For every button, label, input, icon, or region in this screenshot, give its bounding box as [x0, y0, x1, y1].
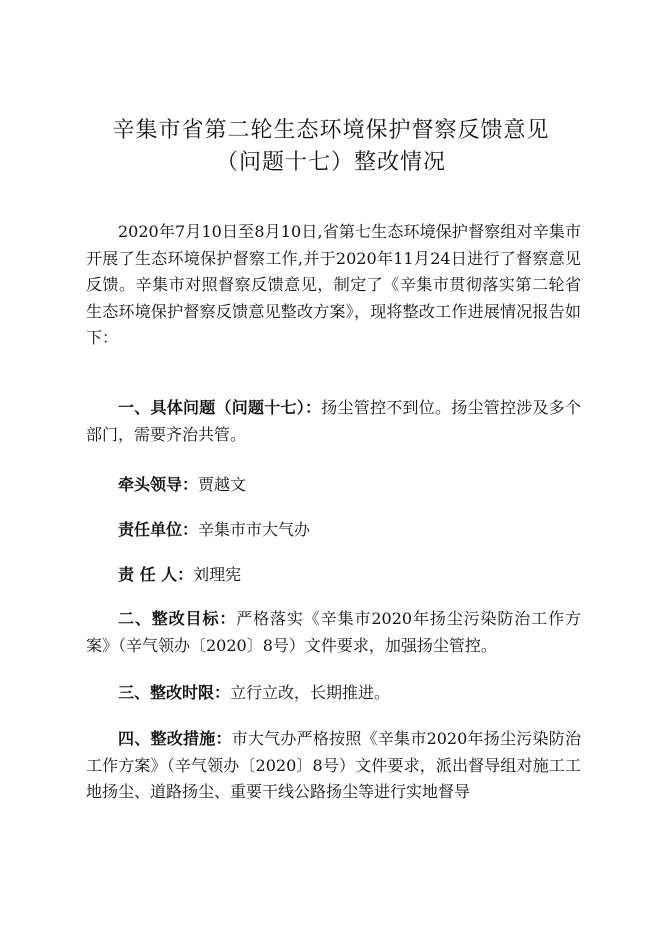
responsible-person-name: 刘理宪: [193, 565, 242, 584]
goal-text: 严格落实《辛集市2020年扬尘污染防治工作方案》（辛气领办〔2020〕8号）文件要求，加强扬尘管控。: [86, 609, 581, 655]
intro-paragraph: 2020年7月10日至8月10日,省第七生态环境保护督察组对辛集市开展了生态环境保护督察工作,并于2020年11月24日进行了督察意见反馈。辛集市对照督察反馈意见，制定了《辛集市贯彻落实第二轮省生态环境保护督察反馈意见整改方案》，现将整改工作进展情况报告如下：: [86, 222, 581, 347]
goal-paragraph: [86, 606, 581, 659]
problem-17-text: 扬尘管控不到位。扬尘管控涉及多个部门，需要齐治共管。: [86, 398, 581, 444]
deadline-label: 三、整改时限：: [118, 683, 231, 702]
measures-label: 四、整改措施：: [118, 729, 232, 748]
deadline-paragraph: [86, 680, 581, 707]
responsible-unit-name: 辛集市市大气办: [198, 520, 311, 539]
responsible-person-label: 责 任 人：: [118, 565, 194, 584]
responsible-person-paragraph: [86, 562, 581, 589]
document-title-line-2: （问题十七）整改情况: [215, 150, 446, 175]
lead-leader-paragraph: [86, 472, 581, 499]
problem-17-paragraph: [86, 395, 581, 448]
lead-leader-label: 牵头领导：: [118, 475, 199, 494]
measures-paragraph: [86, 726, 581, 806]
measures-text: 市大气办严格按照《辛集市2020年扬尘污染防治工作方案》（辛气领办〔2020〕8号）文件要求，派出督导组对施工工地扬尘、道路扬尘、重要干线公路扬尘等进行实地督导: [86, 729, 581, 801]
lead-leader-name: 贾越文: [198, 475, 247, 494]
goal-label: 二、整改目标：: [118, 609, 237, 628]
responsible-unit-label: 责任单位：: [118, 520, 199, 539]
responsible-unit-paragraph: [86, 517, 581, 544]
document-title-line-1: 辛集市省第二轮生态环境保护督察反馈意见: [112, 118, 550, 143]
problem-17-label: 一、具体问题（问题十七）：: [118, 398, 322, 417]
deadline-text: 立行立改，长期推进。: [230, 683, 391, 702]
